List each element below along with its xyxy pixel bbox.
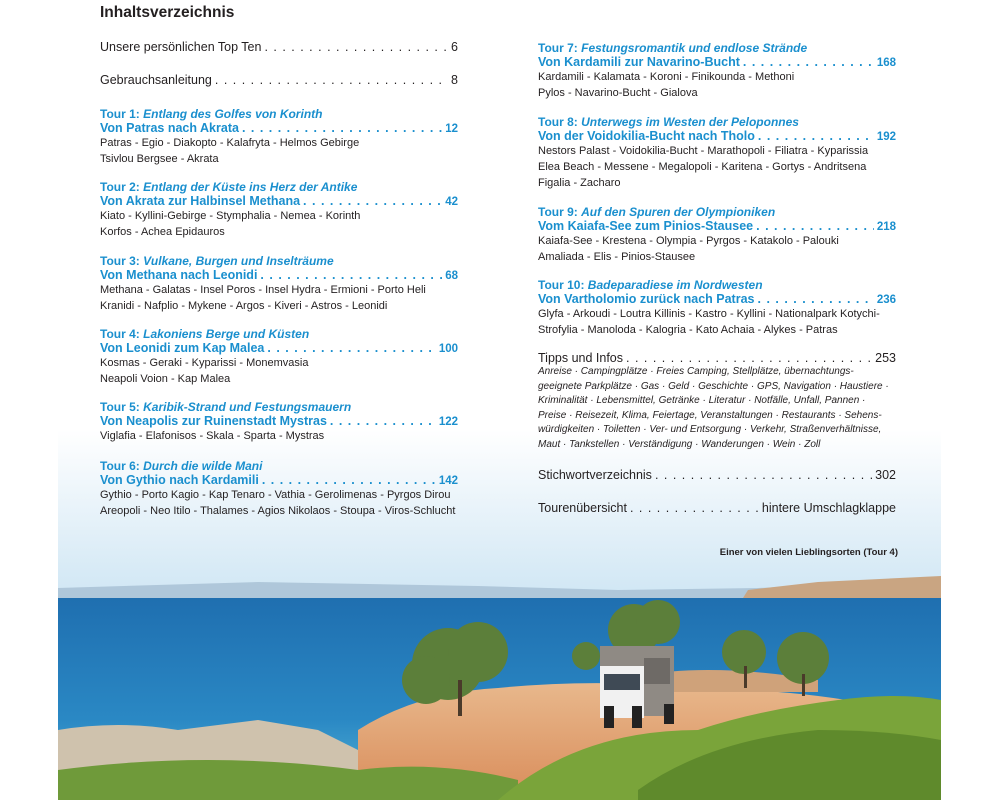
tour-heading: Tour 3: Vulkane, Burgen und Inselträume xyxy=(100,254,334,268)
tour-title: Von der Voidokilia-Bucht nach Tholo xyxy=(538,129,755,143)
tour-page: 236 xyxy=(876,294,896,306)
entry-page: 8 xyxy=(451,73,458,87)
tour-heading: Tour 2: Entlang der Küste ins Herz der Antike xyxy=(100,180,358,194)
toc-tour-3[interactable] xyxy=(100,254,458,314)
toc-entry-gebrauchsanleitung[interactable] xyxy=(100,73,458,87)
tour-title: Von Patras nach Akrata xyxy=(100,121,239,135)
tour-heading: Tour 5: Karibik-Strand und Festungsmauern xyxy=(100,400,352,414)
tour-title: Von Methana nach Leonidi xyxy=(100,268,258,282)
tour-places: Gythio - Porto Kagio - Kap Tenaro - Vathia - Gerolimenas - Pyrgos Dirou Areopoli - Neo Itilo - Thalames - Agios Nikolaos - Stoupa - Viros-Schlucht xyxy=(100,489,456,517)
tour-page: 42 xyxy=(445,196,458,208)
photo-caption: Einer von vielen Lieblingsorten (Tour 4) xyxy=(719,547,898,558)
tips-page: 253 xyxy=(875,351,896,365)
tour-heading: Tour 8: Unterwegs im Westen der Peloponnes xyxy=(538,115,799,129)
tour-heading: Tour 9: Auf den Spuren der Olympioniken xyxy=(538,205,776,219)
tour-places: Methana - Galatas - Insel Poros - Insel Hydra - Ermioni - Porto Heli Kranidi - Nafplio - Mykene - Argos - Kiveri - Astros - Leonidi xyxy=(100,284,426,312)
tour-places: Kaiafa-See - Krestena - Olympia - Pyrgos - Katakolo - Palouki Amaliada - Elis - Pinios-Stausee xyxy=(538,235,839,263)
tour-places: Kosmas - Geraki - Kyparissi - Monemvasia Neapoli Voion - Kap Malea xyxy=(100,357,309,385)
tour-page: 100 xyxy=(438,343,458,355)
tour-title: Von Vartholomio zurück nach Patras xyxy=(538,292,755,306)
toc-tour-9[interactable] xyxy=(538,205,896,265)
toc-tour-2[interactable] xyxy=(100,180,458,240)
tour-places: Nestors Palast - Voidokilia-Bucht - Marathopoli - Filiatra - Kyparissia Elea Beach - Messene - Megalopoli - Karitena - Gortys - Andritsena Figalia - Zacharo xyxy=(538,145,869,189)
overview-page: hintere Umschlagklappe xyxy=(761,501,896,515)
tour-title: Von Kardamili zur Navarino-Bucht xyxy=(538,55,740,69)
tour-heading: Tour 10: Badeparadiese im Nordwesten xyxy=(538,278,763,292)
tour-title: Vom Kaiafa-See zum Pinios-Stausee xyxy=(538,219,754,233)
overview-label: Tourenübersicht xyxy=(538,501,627,515)
toc-tour-1[interactable] xyxy=(100,107,458,167)
tour-heading: Tour 6: Durch die wilde Mani xyxy=(100,459,263,473)
toc-overview[interactable] xyxy=(538,501,896,515)
toc-entry-top-ten[interactable] xyxy=(100,40,458,54)
toc-text xyxy=(58,0,941,600)
tips-topics: Anreise · Campingplätze · Freies Camping, Stellplätze, übernachtungs- geeignete Parkplätze · Gas · Geld · Geschichte · GPS, Navigation · Haustiere · Kriminalität · Lebensmittel, Getränke · Literatur · Notfälle, Unfall, Pannen · Preise · Reisezeit, Klima, Feiertage, Veranstaltungen · Restaurants · Sehens- würdigkeiten · Toiletten · Ver- und Entsorgung · Verkehr, Straßenverhältnisse, Maut · Tankstellen · Verständigung · Wanderungen · Wein · Zoll xyxy=(538,366,889,450)
toc-tips[interactable] xyxy=(538,351,896,452)
camper-truck xyxy=(600,646,674,728)
tour-page: 168 xyxy=(876,57,896,69)
tour-title: Von Neapolis zur Ruinenstadt Mystras xyxy=(100,414,327,428)
tour-places: Glyfa - Arkoudi - Loutra Killinis - Kastro - Kyllini - Nationalpark Kotychi- Strofylia - Manoloda - Kalogria - Kato Achaia - Alykes - Patras xyxy=(538,308,880,336)
tour-heading: Tour 4: Lakoniens Berge und Küsten xyxy=(100,327,310,341)
toc-tour-7[interactable] xyxy=(538,41,896,101)
tour-heading: Tour 1: Entlang des Golfes von Korinth xyxy=(100,107,323,121)
entry-label: Unsere persönlichen Top Ten xyxy=(100,40,262,54)
toc-tour-4[interactable] xyxy=(100,327,458,387)
tour-page: 122 xyxy=(438,416,458,428)
toc-tour-5[interactable] xyxy=(100,400,458,444)
tour-page: 218 xyxy=(876,221,896,233)
tour-places: Kardamili - Kalamata - Koroni - Finikounda - Methoni Pylos - Navarino-Bucht - Gialova xyxy=(538,71,795,99)
tour-heading: Tour 7: Festungsromantik und endlose Strände xyxy=(538,41,808,55)
toc-tour-10[interactable] xyxy=(538,278,896,338)
tour-page: 142 xyxy=(438,475,458,487)
toc-tour-6[interactable] xyxy=(100,459,458,519)
tour-places: Patras - Egio - Diakopto - Kalafryta - Helmos Gebirge Tsivlou Bergsee - Akrata xyxy=(100,137,360,165)
tour-title: Von Gythio nach Kardamili xyxy=(100,473,259,487)
entry-label: Gebrauchsanleitung xyxy=(100,73,212,87)
entry-page: 6 xyxy=(451,40,458,54)
tour-title: Von Akrata zur Halbinsel Methana xyxy=(100,194,301,208)
page-title: Inhaltsverzeichnis xyxy=(100,4,235,21)
tour-page: 12 xyxy=(445,123,458,135)
tour-title: Von Leonidi zum Kap Malea xyxy=(100,341,265,355)
index-label: Stichwortverzeichnis xyxy=(538,468,652,482)
tour-places: Viglafia - Elafonisos - Skala - Sparta - Mystras xyxy=(100,430,325,442)
index-page: 302 xyxy=(875,468,896,482)
book-page xyxy=(58,0,941,800)
toc-index[interactable] xyxy=(538,468,896,482)
tour-places: Kiato - Kyllini-Gebirge - Stymphalia - Nemea - Korinth Korfos - Achea Epidauros xyxy=(100,210,361,238)
tips-label: Tipps und Infos xyxy=(538,351,624,365)
tour-page: 192 xyxy=(876,131,896,143)
tour-page: 68 xyxy=(445,270,458,282)
toc-tour-8[interactable] xyxy=(538,115,896,191)
